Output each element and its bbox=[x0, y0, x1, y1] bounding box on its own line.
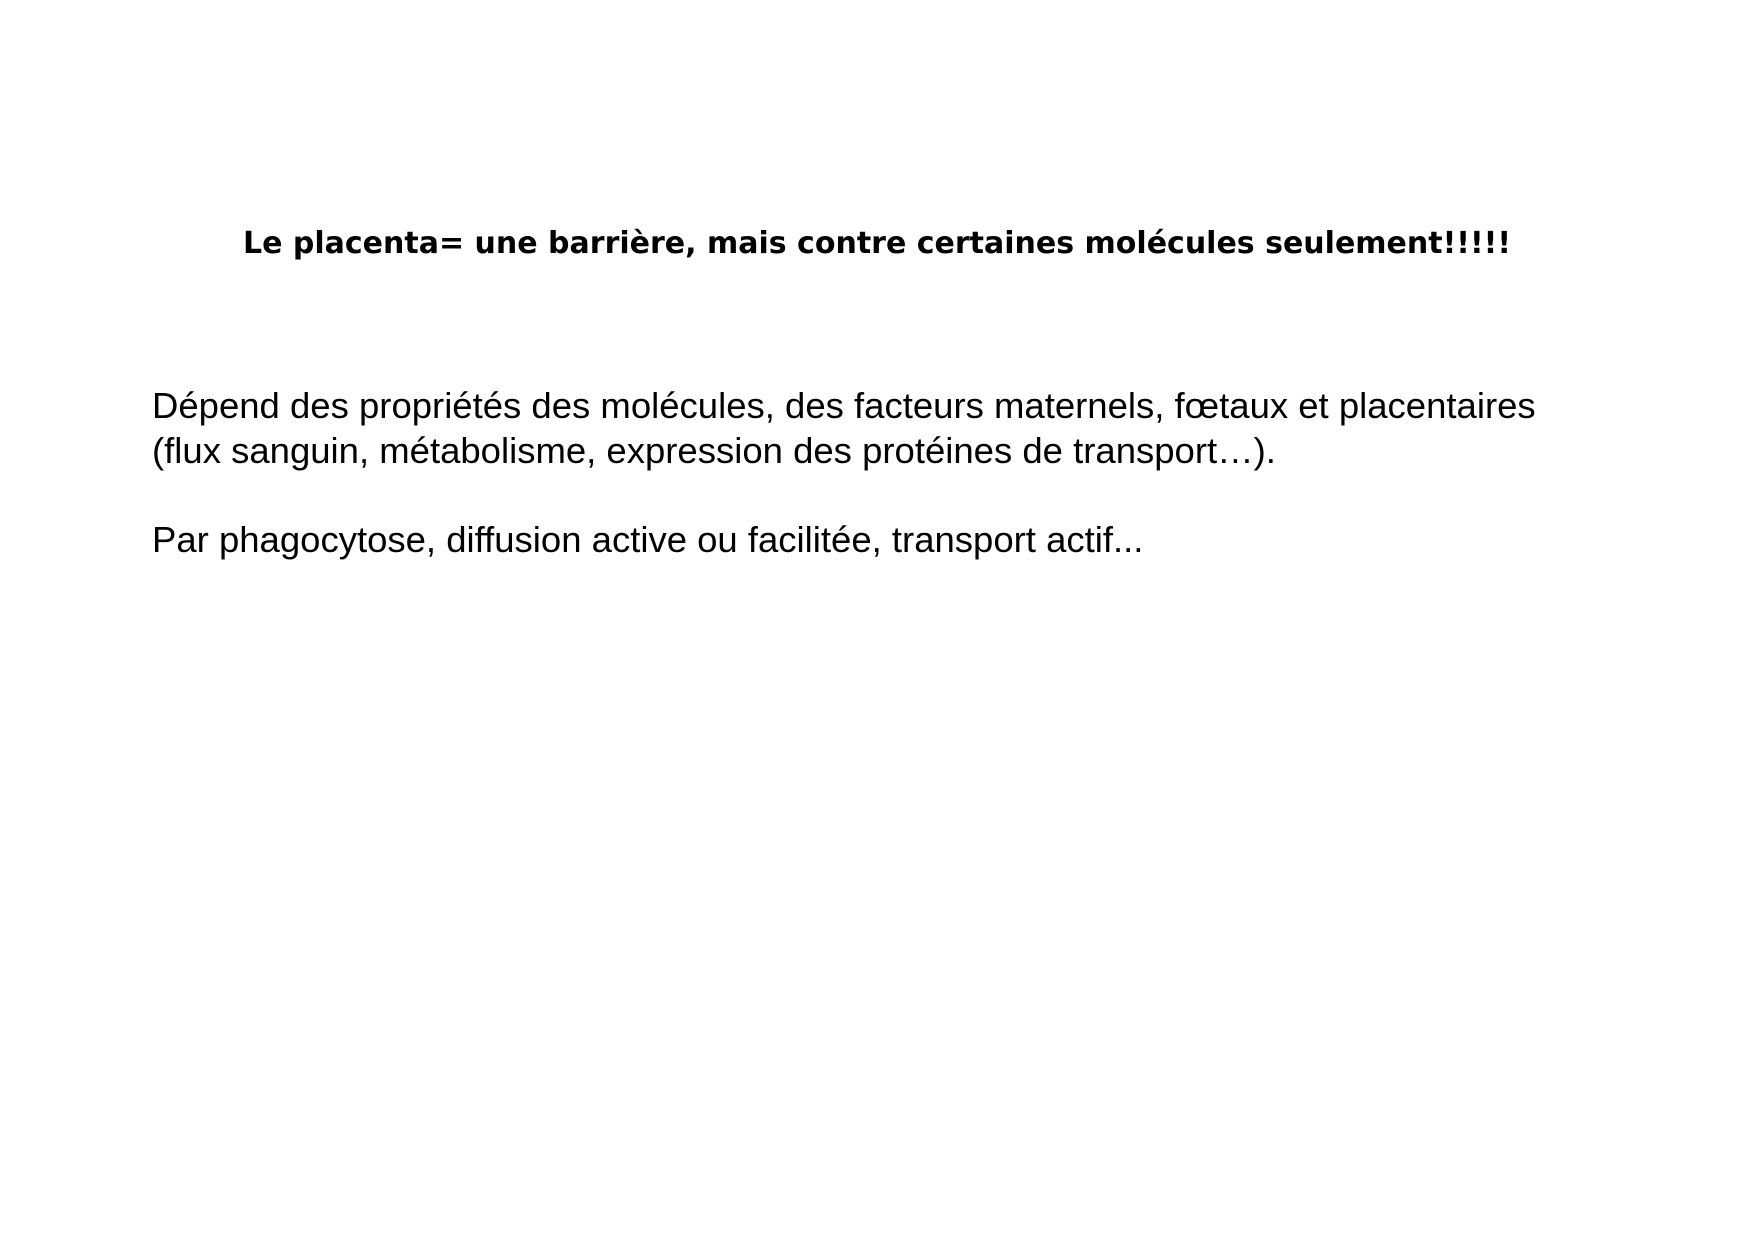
paragraph-properties bbox=[152, 383, 1712, 473]
paragraph-mechanisms: Par phagocytose, diffusion active ou facilitée, transport actif... bbox=[152, 519, 1144, 560]
slide-title: Le placenta= une barrière, mais contre certaines molécules seulement!!!!! bbox=[242, 226, 1512, 261]
paragraph-properties-line-2: (flux sanguin, métabolisme, expression des protéines de transport…). bbox=[152, 430, 1276, 471]
paragraph-properties-line-1: Dépend des propriétés des molécules, des facteurs maternels, fœtaux et placentaires bbox=[152, 385, 1536, 426]
